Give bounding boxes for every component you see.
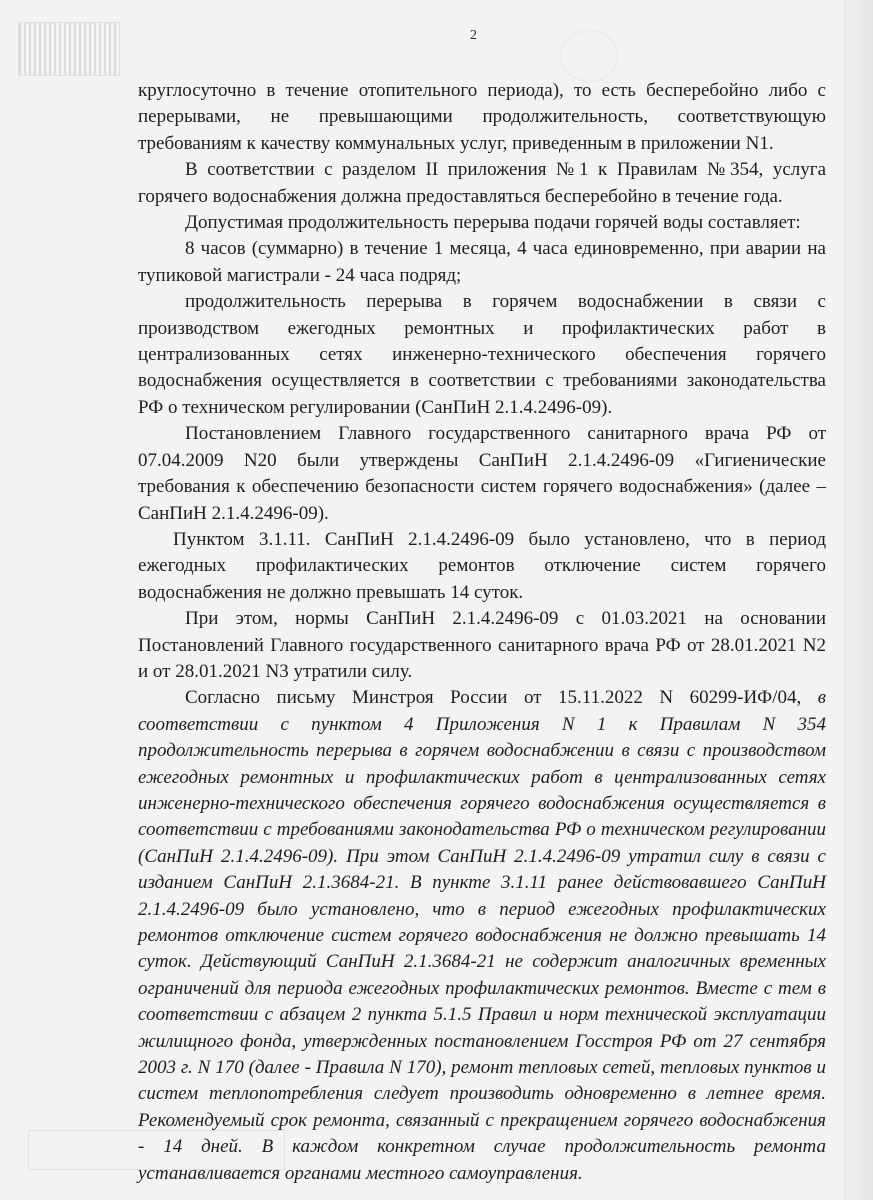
barcode-stamp (18, 22, 120, 76)
letter-quote: в соответствии с пунктом 4 Приложения N 1 к Правилам N 354 продолжительность перерыва в горячем водоснабжении в связи с производством ежегодных ремонтных и профилактических работ в централизованных сетях инженерно-технического обеспечения горячего водоснабжения осуществляется в соответствии с требованиями законодательства РФ о техническом регулировании (СанПиН 2.1.4.2496-09). При этом СанПиН 2.1.4.2496-09 утратил силу в связи с изданием СанПиН 2.1.3684-21. В пункте 3.1.11 ранее действовавшего СанПиН 2.1.4.2496-09 было установлено, что в период ежегодных профилактических ремонтов отключение систем горячего водоснабжения не должно превышать 14 суток. Действующий СанПиН 2.1.3684-21 не содержит аналогичных временных ограничений для периода ежегодных профилактических ремонтов. Вместе с тем в соответствии с абзацем 2 пункта 5.1.5 Правил и норм технической эксплуатации жилищного фонда, утвержденных постановлением Госстроя РФ от 27 сентября 2003 г. N 170 (далее - Правила N 170), ремонт тепловых сетей, тепловых пунктов и систем теплопотребления следует производить одновременно в летнее время. Рекомендуемый срок ремонта, связанный с прекращением горячего водоснабжения - 14 дней. В каждом конкретном случае продолжительность ремонта устанавливается органами местного самоуправления. (138, 687, 827, 1184)
page-edge (844, 0, 873, 1200)
letter-intro: Согласно письму Минстроя России от 15.11.2022 N 60299-ИФ/04, (185, 687, 802, 709)
faded-seal (560, 30, 618, 82)
paragraph-2: В соответствии с разделом II приложения №1 к Правилам №354, услуга горячего водоснабжения должна предоставляться бесперебойно в течение года. (138, 159, 826, 207)
document-body (138, 78, 826, 1187)
paragraph-1: круглосуточно в течение отопительного периода), то есть бесперебойно либо с перерывами, не превышающими продолжительность, соответствующую требованиям к качеству коммунальных услуг, приведенным в приложении N1. (138, 80, 826, 154)
paragraph-8: При этом, нормы СанПиН 2.1.4.2496-09 с 01.03.2021 на основании Постановлений Главного государственного санитарного врача РФ от 28.01.2021 N2 и от 28.01.2021 N3 утратили силу. (138, 608, 826, 682)
paragraph-6: Постановлением Главного государственного санитарного врача РФ от 07.04.2009 N20 были утверждены СанПиН 2.1.4.2496-09 «Гигиенические требования к обеспечению безопасности систем горячего водоснабжения» (далее – СанПиН 2.1.4.2496-09). (138, 423, 826, 524)
paragraph-3: Допустимая продолжительность перерыва подачи горячей воды составляет: (185, 212, 801, 234)
paragraph-5: продолжительность перерыва в горячем водоснабжении в связи с производством ежегодных ремонтных и профилактических работ в централизованных сетях инженерно-технического обеспечения горячего водоснабжения осуществляется в соответствии с требованиями законодательства РФ о техническом регулировании (СанПиН 2.1.4.2496-09). (138, 291, 826, 418)
paragraph-9 (138, 685, 826, 1187)
paragraph-4: 8 часов (суммарно) в течение 1 месяца, 4 часа единовременно, при аварии на тупиковой магистрали - 24 часа подряд; (138, 238, 826, 286)
paragraph-7: Пунктом 3.1.11. СанПиН 2.1.4.2496-09 было установлено, что в период ежегодных профилактических ремонтов отключение систем горячего водоснабжения не должно превышать 14 суток. (138, 528, 826, 603)
page-number: 2 (470, 28, 477, 43)
